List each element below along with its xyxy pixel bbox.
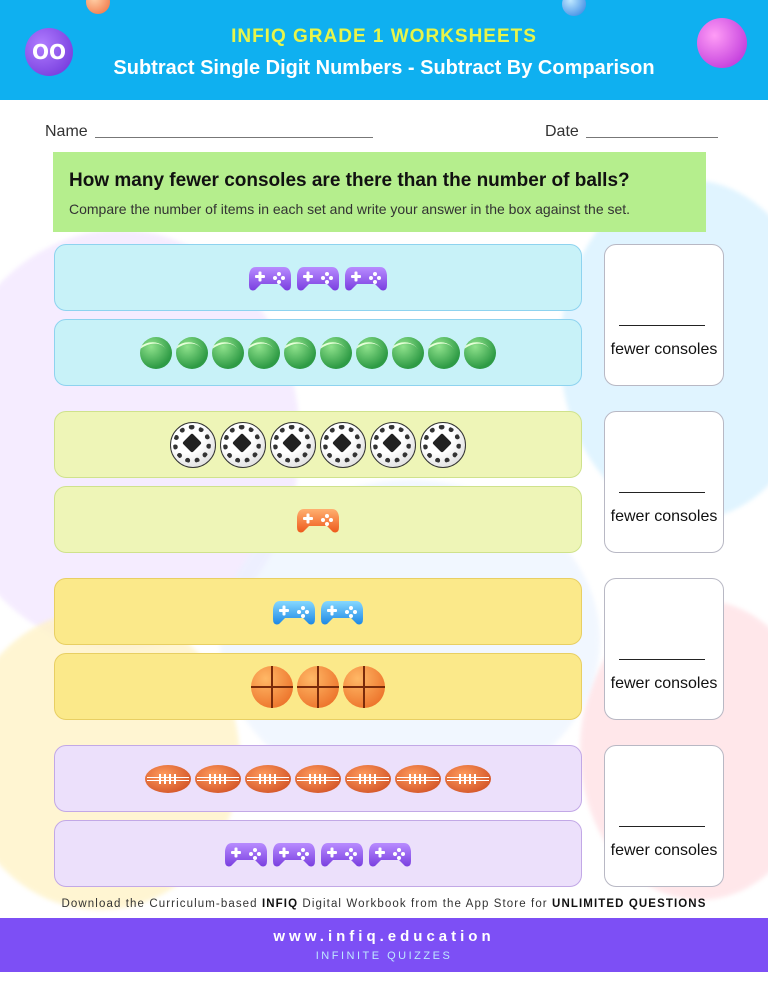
answer-box-4[interactable] [604,745,724,887]
basketball-icon [251,666,293,708]
promo-brand: INFIQ [261,898,299,910]
set-2-top-row [54,411,582,478]
answer-box-2[interactable] [604,411,724,553]
soccer-ball-icon [220,422,266,468]
tennis-ball-icon [140,337,172,369]
tennis-ball-icon [320,337,352,369]
game-controller-icon [224,839,268,869]
answer-caption: fewer consoles [610,675,718,692]
game-controller-icon [272,597,316,627]
set-2-bottom-row [54,486,582,553]
set-4-bottom-row [54,820,582,887]
hint-text: Compare the number of items in each set and write your answer in the box against the set. [69,201,631,217]
soccer-ball-icon [170,422,216,468]
game-controller-icon [368,839,412,869]
answer-line[interactable] [619,826,705,827]
infiq-logo: OO [25,28,73,76]
tennis-ball-icon [284,337,316,369]
worksheet-subtitle: Subtract Single Digit Numbers - Subtract By Comparison [113,57,655,79]
game-controller-icon [320,839,364,869]
american-football-icon [395,765,441,793]
answer-caption: fewer consoles [610,341,718,358]
tennis-ball-icon [428,337,460,369]
set-3-top-row [54,578,582,645]
promo-prefix: Download the Curriculum-based [61,898,262,910]
soccer-ball-icon [320,422,366,468]
soccer-ball-icon [270,422,316,468]
instruction-box [53,152,706,232]
set-1-bottom-row [54,319,582,386]
answer-box-1[interactable] [604,244,724,386]
game-controller-icon [248,263,292,293]
american-football-icon [145,765,191,793]
tennis-ball-icon [464,337,496,369]
american-football-icon [345,765,391,793]
answer-line[interactable] [619,492,705,493]
date-field[interactable] [586,137,718,138]
question-text: How many fewer consoles are there than the number of balls? [69,170,630,191]
tennis-ball-icon [356,337,388,369]
basketball-icon [343,666,385,708]
footer-bar [0,918,768,972]
tennis-ball-icon [212,337,244,369]
american-football-icon [445,765,491,793]
decorative-ball-icon [562,0,586,16]
answer-caption: fewer consoles [610,842,718,859]
answer-caption: fewer consoles [610,508,718,525]
set-3-bottom-row [54,653,582,720]
tennis-ball-icon [392,337,424,369]
name-field[interactable] [95,137,373,138]
name-label: Name [45,123,88,140]
tagline: INFINITE QUIZZES [315,950,453,962]
american-football-icon [295,765,341,793]
american-football-icon [245,765,291,793]
decorative-ball-icon [86,0,110,14]
answer-line[interactable] [619,659,705,660]
game-controller-icon [272,839,316,869]
game-controller-icon [296,263,340,293]
brand-title: INFIQ GRADE 1 WORKSHEETS [231,26,537,47]
tennis-ball-icon [248,337,280,369]
game-controller-icon [344,263,388,293]
date-label: Date [545,123,579,140]
set-4-top-row [54,745,582,812]
answer-line[interactable] [619,325,705,326]
answer-box-3[interactable] [604,578,724,720]
american-football-icon [195,765,241,793]
game-controller-icon [320,597,364,627]
promo-text [0,898,768,910]
promo-emphasis: UNLIMITED QUESTIONS [552,898,707,910]
website-link[interactable]: www.infiq.education [273,928,495,945]
worksheet-header [0,0,768,100]
tennis-ball-icon [176,337,208,369]
soccer-ball-icon [420,422,466,468]
game-controller-icon [296,505,340,535]
soccer-ball-icon [370,422,416,468]
basketball-icon [297,666,339,708]
set-1-top-row [54,244,582,311]
promo-middle: Digital Workbook from the App Store for [298,898,553,910]
